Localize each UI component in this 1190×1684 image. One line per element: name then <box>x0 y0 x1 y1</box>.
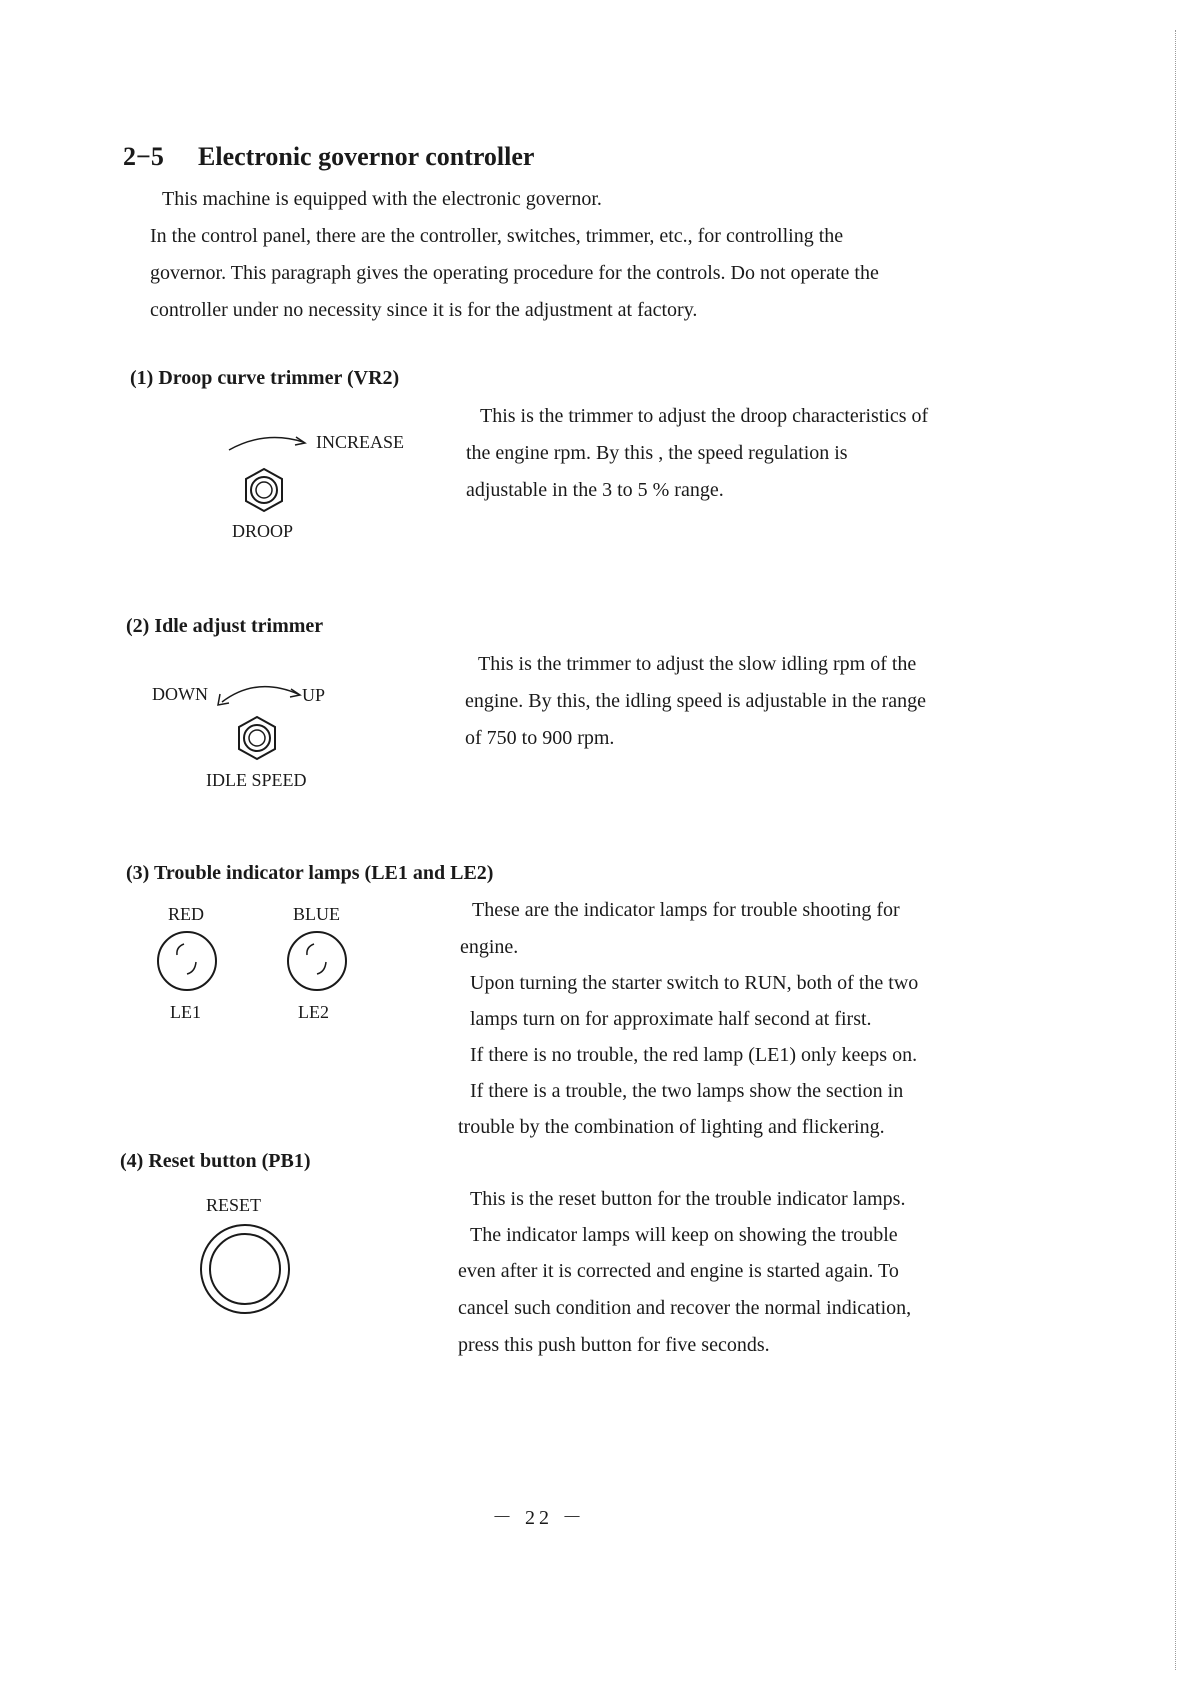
idle-text-line: engine. By this, the idling speed is adjustable in the range <box>465 690 927 712</box>
intro-line: This machine is equipped with the electronic governor. <box>162 188 602 210</box>
intro-line: In the control panel, there are the controller, switches, trimmer, etc., for controlling the <box>150 225 844 247</box>
droop-text-line: adjustable in the 3 to 5 % range. <box>466 479 724 501</box>
reset-button-icon <box>199 1223 291 1315</box>
blue-lamp-icon <box>286 930 348 992</box>
reset-label: RESET <box>206 1195 262 1215</box>
lamps-text-line: These are the indicator lamps for trouble shooting for <box>472 899 900 921</box>
red-label: RED <box>168 904 204 924</box>
droop-heading: (1) Droop curve trimmer (VR2) <box>130 367 400 389</box>
droop-trimmer-icon <box>244 468 284 512</box>
lamps-heading: (3) Trouble indicator lamps (LE1 and LE2) <box>126 862 494 884</box>
droop-text-line: This is the trimmer to adjust the droop characteristics of <box>480 405 929 427</box>
lamps-text-line: Upon turning the starter switch to RUN, both of the two <box>470 972 919 994</box>
idle-text-line: This is the trimmer to adjust the slow idling rpm of the <box>478 653 917 675</box>
scan-edge-line <box>1175 30 1176 1670</box>
blue-label: BLUE <box>293 904 340 924</box>
lamps-text-line: engine. <box>460 936 519 958</box>
up-label: UP <box>302 685 326 705</box>
red-lamp-icon <box>156 930 218 992</box>
lamps-text-line: If there is no trouble, the red lamp (LE1) only keeps on. <box>470 1044 918 1066</box>
page-number: － 22 － <box>492 1507 586 1529</box>
reset-text-line: press this push button for five seconds. <box>458 1334 770 1356</box>
reset-text-line: even after it is corrected and engine is started again. To <box>458 1260 899 1282</box>
intro-line: controller under no necessity since it is for the adjustment at factory. <box>150 299 698 321</box>
section-title: Electronic governor controller <box>198 142 535 171</box>
increase-arrow-icon <box>225 428 315 452</box>
down-label: DOWN <box>152 684 208 704</box>
lamps-text-line: trouble by the combination of lighting and flickering. <box>458 1116 885 1138</box>
idle-arrow-icon <box>214 674 306 708</box>
lamps-text-line: If there is a trouble, the two lamps show the section in <box>470 1080 904 1102</box>
idle-trimmer-icon <box>237 716 277 760</box>
idle-heading: (2) Idle adjust trimmer <box>126 615 324 637</box>
reset-text-line: This is the reset button for the trouble indicator lamps. <box>470 1188 906 1210</box>
droop-label: DROOP <box>232 521 294 541</box>
le2-label: LE2 <box>298 1002 329 1022</box>
reset-heading: (4) Reset button (PB1) <box>120 1150 311 1172</box>
section-number: 2−5 <box>123 142 164 171</box>
increase-label: INCREASE <box>316 432 405 452</box>
intro-line: governor. This paragraph gives the operating procedure for the controls. Do not operate the <box>150 262 879 284</box>
idle-text-line: of 750 to 900 rpm. <box>465 727 615 749</box>
reset-text-line: cancel such condition and recover the normal indication, <box>458 1297 912 1319</box>
le1-label: LE1 <box>170 1002 201 1022</box>
droop-text-line: the engine rpm. By this , the speed regulation is <box>466 442 848 464</box>
reset-text-line: The indicator lamps will keep on showing the trouble <box>470 1224 898 1246</box>
lamps-text-line: lamps turn on for approximate half second at first. <box>470 1008 872 1030</box>
idle-speed-label: IDLE SPEED <box>206 770 307 790</box>
